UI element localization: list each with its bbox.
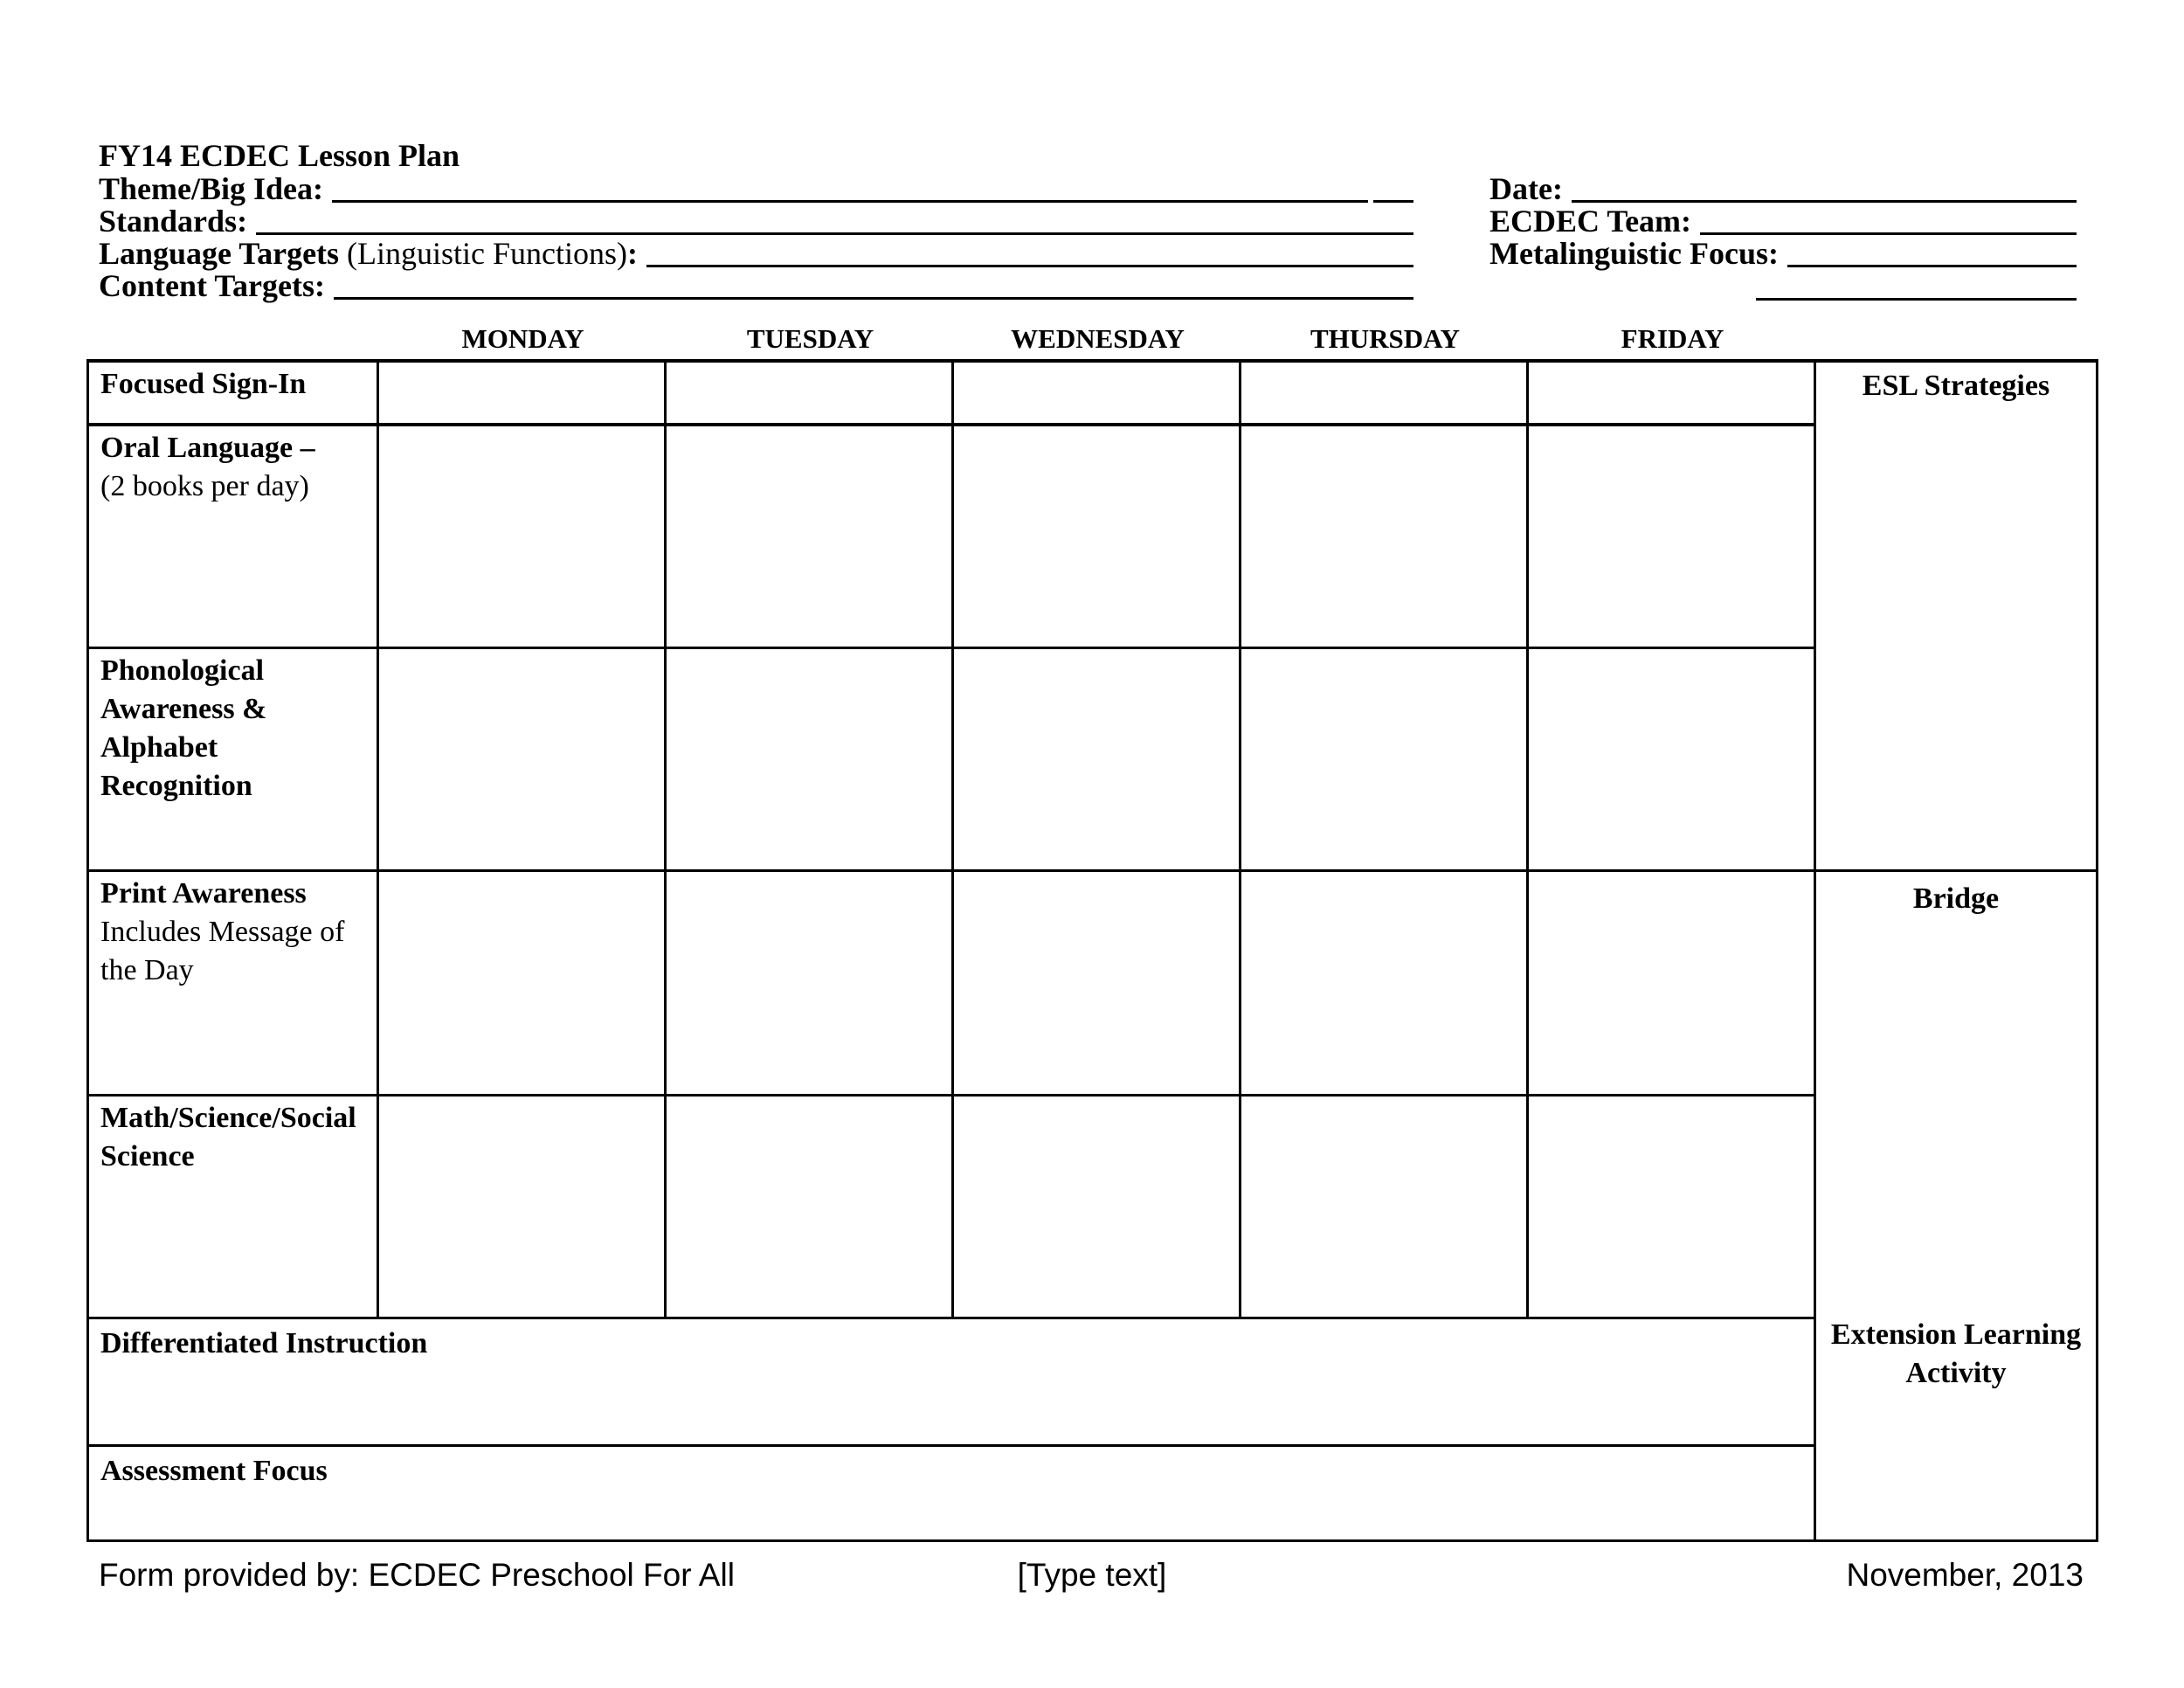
language-targets-label-bold: Language Targets <box>99 236 340 271</box>
row-title: Print Awareness <box>100 877 307 910</box>
cell-math-science-tuesday[interactable] <box>667 1097 954 1319</box>
standards-input-line[interactable] <box>256 206 1413 235</box>
cell-oral-language-tuesday[interactable] <box>667 426 954 649</box>
cell-focused-sign-in-wednesday[interactable] <box>954 363 1241 426</box>
row-label-math-science-social <box>89 1097 379 1319</box>
cell-focused-sign-in-monday[interactable] <box>379 363 667 426</box>
extension-learning-activity-label: Extension Learning Activity <box>1830 1318 2082 1389</box>
ecdec-team-label: ECDEC Team: <box>1489 204 1692 239</box>
standards-label: Standards: <box>99 204 248 239</box>
row-label-oral-language <box>89 426 379 649</box>
language-targets-label-colon: : <box>627 236 639 271</box>
lesson-plan-table <box>86 359 2098 1542</box>
row-title: Math/Science/Social Science <box>100 1102 356 1173</box>
cell-print-awareness-thursday[interactable] <box>1241 872 1529 1097</box>
weekday-header-row <box>379 322 1816 356</box>
cell-print-awareness-wednesday[interactable] <box>954 872 1241 1097</box>
cell-focused-sign-in-tuesday[interactable] <box>667 363 954 426</box>
cell-focused-sign-in-thursday[interactable] <box>1241 363 1529 426</box>
page-title: FY14 ECDEC Lesson Plan <box>99 138 460 173</box>
day-header-tuesday: TUESDAY <box>746 323 874 354</box>
content-targets-input-line[interactable] <box>334 271 1413 300</box>
language-targets-row <box>99 236 1413 271</box>
bridge-label: Bridge <box>1912 882 2000 915</box>
language-targets-input-line[interactable] <box>646 239 1413 267</box>
cell-phonological-friday[interactable] <box>1529 649 1816 872</box>
metalinguistic-focus-input-line[interactable] <box>1787 239 2077 267</box>
cell-oral-language-wednesday[interactable] <box>954 426 1241 649</box>
cell-phonological-monday[interactable] <box>379 649 667 872</box>
esl-strategies-label: ESL Strategies <box>1862 370 2050 402</box>
cell-print-awareness-friday[interactable] <box>1529 872 1816 1097</box>
footer-type-text-placeholder[interactable]: [Type text] <box>1017 1557 1167 1593</box>
ecdec-team-input-line[interactable] <box>1700 206 2077 235</box>
theme-row <box>99 171 1413 206</box>
content-targets-row <box>99 268 1413 303</box>
theme-input-line[interactable] <box>332 174 1368 203</box>
cell-oral-language-thursday[interactable] <box>1241 426 1529 649</box>
language-targets-label-paren: (Linguistic Functions) <box>339 236 628 271</box>
cell-print-awareness-tuesday[interactable] <box>667 872 954 1097</box>
cell-math-science-thursday[interactable] <box>1241 1097 1529 1319</box>
day-header-friday: FRIDAY <box>1621 323 1724 354</box>
esl-strategies-cell[interactable] <box>1816 363 2096 872</box>
date-row <box>1489 171 2077 206</box>
cell-math-science-friday[interactable] <box>1529 1097 1816 1319</box>
cell-math-science-monday[interactable] <box>379 1097 667 1319</box>
cell-print-awareness-monday[interactable] <box>379 872 667 1097</box>
date-input-line[interactable] <box>1572 174 2077 203</box>
row-label-phonological-awareness <box>89 649 379 872</box>
language-targets-label <box>99 236 638 271</box>
row-title: Focused Sign-In <box>100 368 307 400</box>
row-subtitle: (2 books per day) <box>100 470 309 502</box>
day-header-thursday: THURSDAY <box>1310 323 1461 354</box>
row-label-print-awareness <box>89 872 379 1097</box>
content-targets-label: Content Targets: <box>99 268 325 303</box>
cell-phonological-tuesday[interactable] <box>667 649 954 872</box>
bridge-cell[interactable] <box>1816 872 2096 1539</box>
row-label-focused-sign-in <box>89 363 379 426</box>
extra-input-line[interactable] <box>1756 265 2077 301</box>
metalinguistic-focus-label: Metalinguistic Focus: <box>1489 236 1779 271</box>
ecdec-team-row <box>1489 204 2077 239</box>
row-title: Phonological Awareness & Alphabet Recognition <box>100 654 267 802</box>
day-header-monday: MONDAY <box>461 323 584 354</box>
cell-math-science-wednesday[interactable] <box>954 1097 1241 1319</box>
row-title: Oral Language – <box>100 432 315 464</box>
cell-oral-language-monday[interactable] <box>379 426 667 649</box>
cell-focused-sign-in-friday[interactable] <box>1529 363 1816 426</box>
day-header-wednesday: WEDNESDAY <box>1011 323 1185 354</box>
footer-date: November, 2013 <box>1846 1557 2084 1593</box>
theme-label: Theme/Big Idea: <box>99 171 323 206</box>
footer-provided-by: Form provided by: ECDEC Preschool For All <box>99 1557 735 1593</box>
theme-input-line-short[interactable] <box>1373 174 1413 203</box>
cell-phonological-thursday[interactable] <box>1241 649 1529 872</box>
date-label: Date: <box>1489 171 1563 206</box>
differentiated-instruction-label: Differentiated Instruction <box>100 1327 428 1359</box>
assessment-focus-label: Assessment Focus <box>100 1455 328 1487</box>
cell-oral-language-friday[interactable] <box>1529 426 1816 649</box>
standards-row <box>99 204 1413 239</box>
row-subtitle: Includes Message of the Day <box>100 916 345 986</box>
differentiated-instruction-cell[interactable] <box>89 1319 1816 1447</box>
cell-phonological-wednesday[interactable] <box>954 649 1241 872</box>
assessment-focus-cell[interactable] <box>89 1447 1816 1539</box>
